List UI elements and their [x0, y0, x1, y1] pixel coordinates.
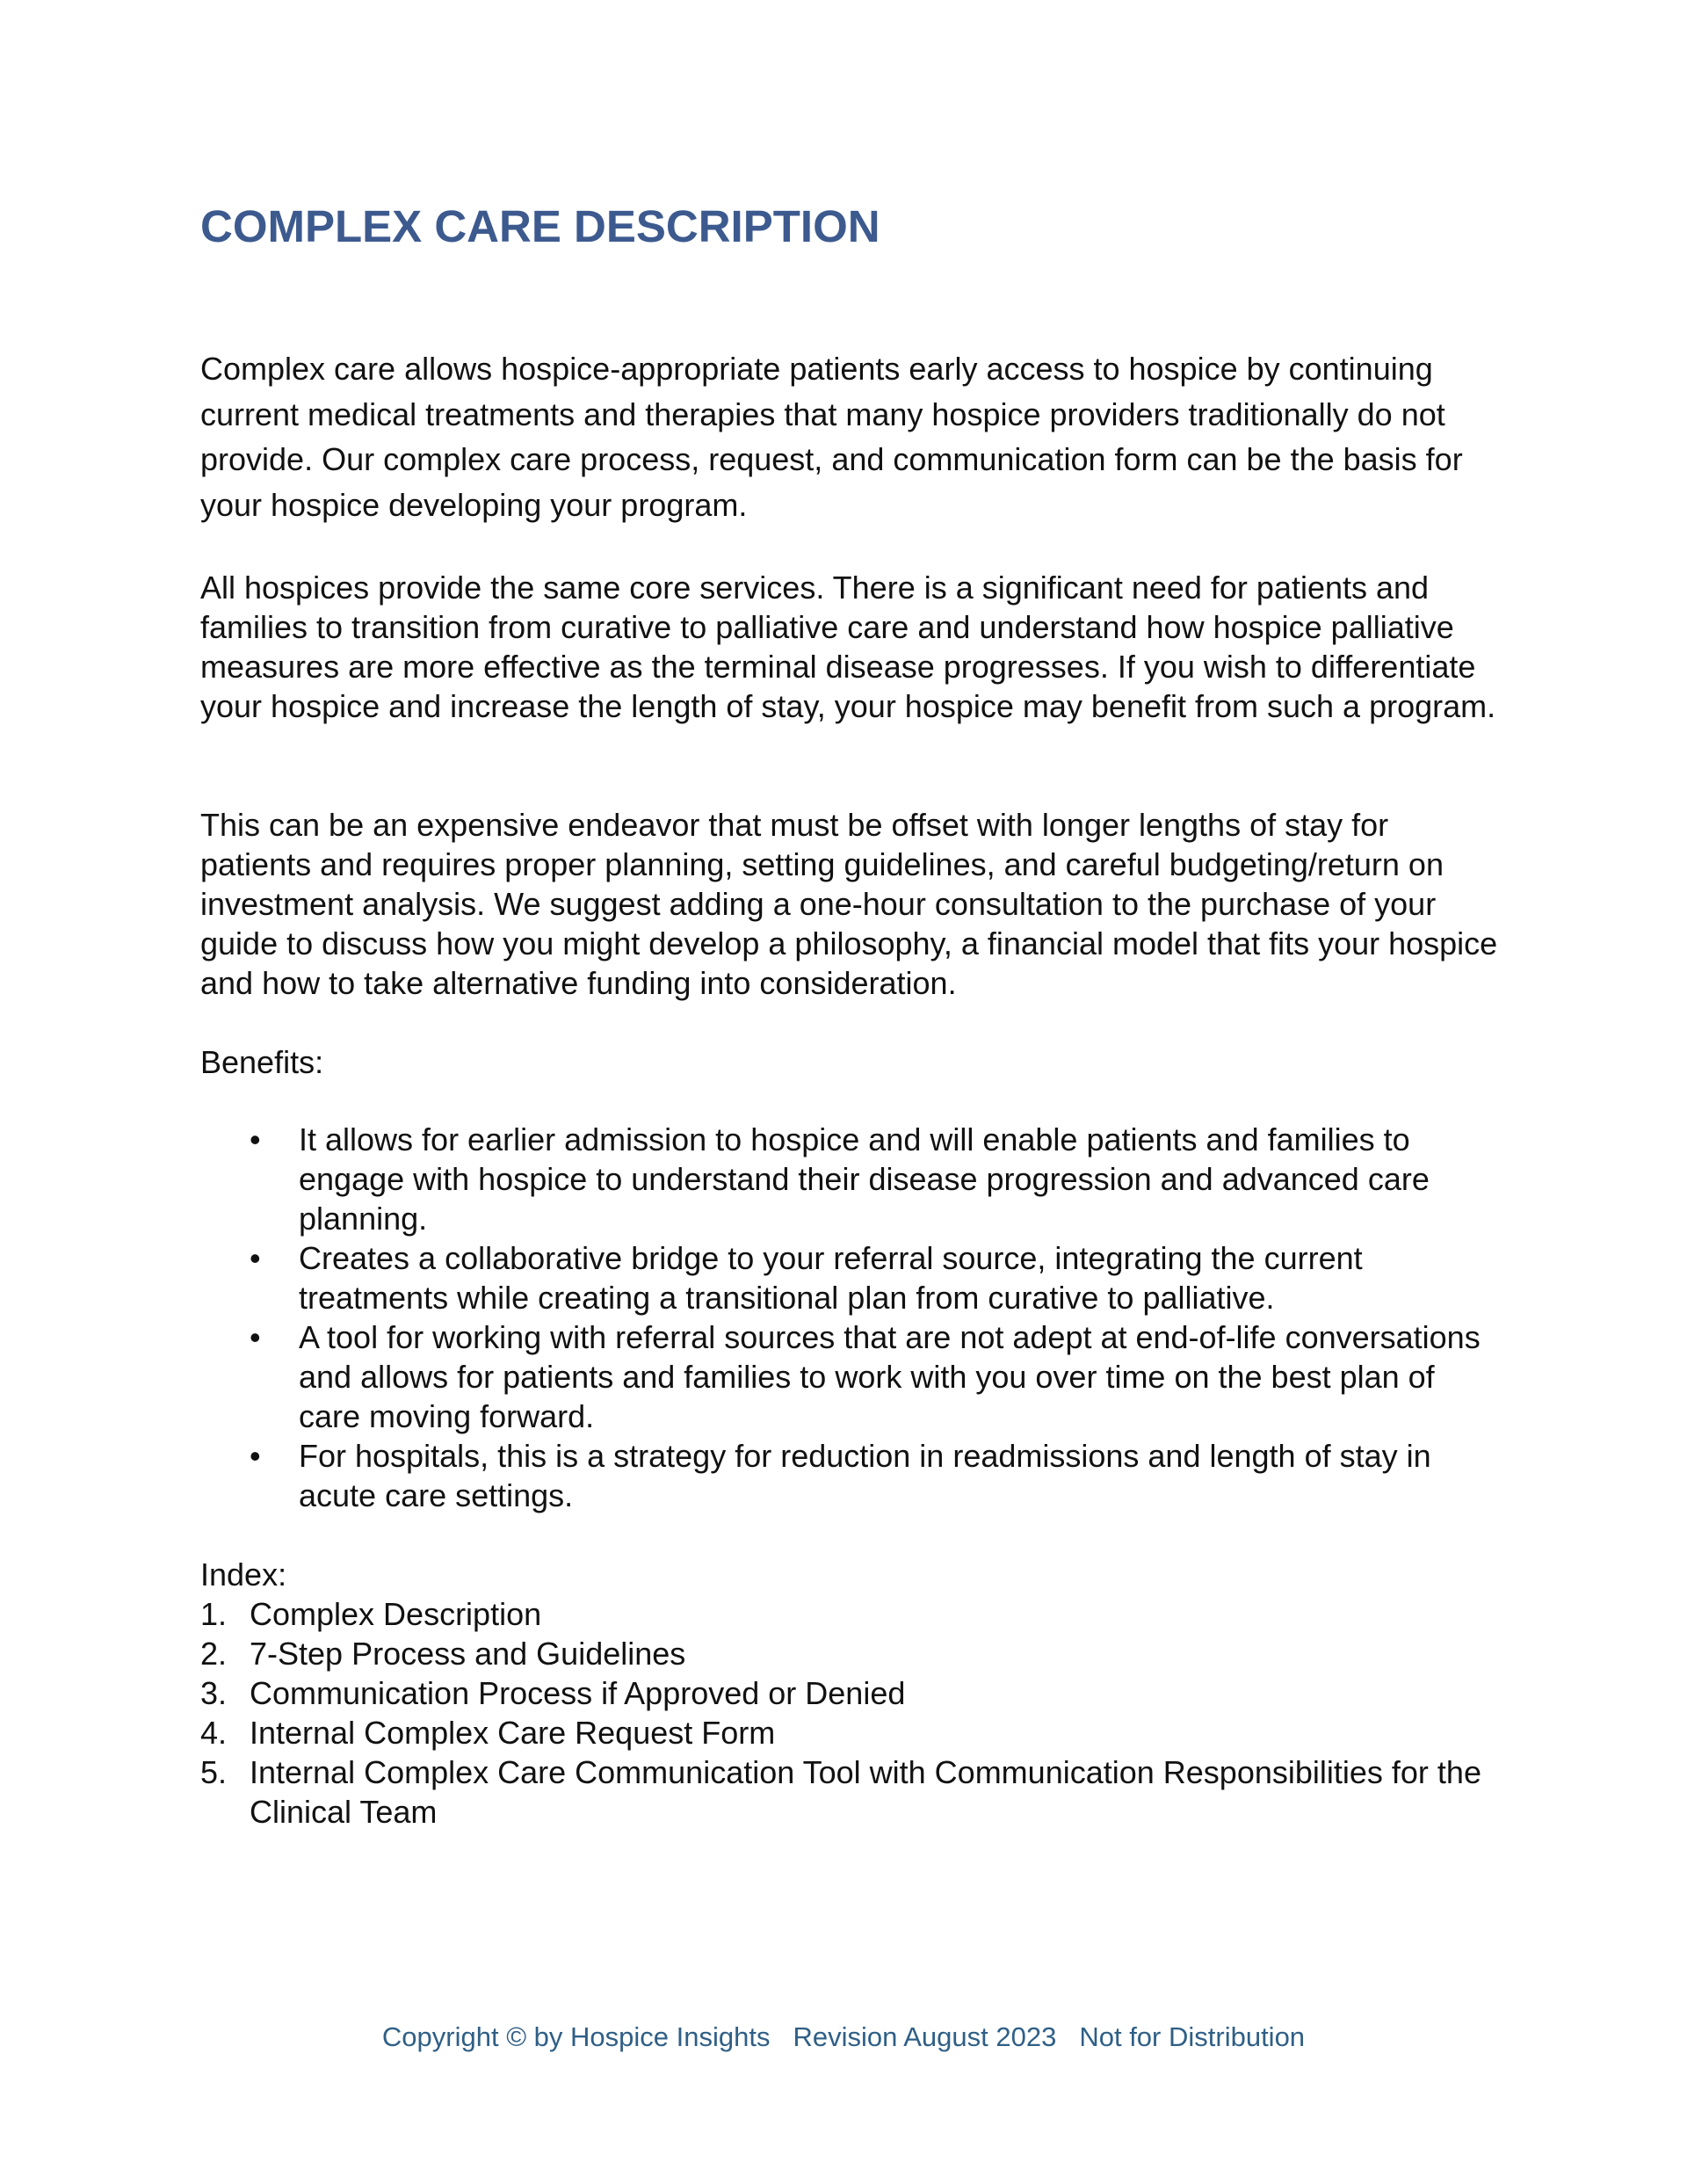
footer-revision: Revision August 2023: [793, 2021, 1057, 2052]
index-number: 1.: [200, 1596, 228, 1632]
benefits-heading: Benefits:: [200, 1044, 324, 1080]
index-item: [200, 1594, 1501, 1634]
bullet-icon: •: [250, 1438, 261, 1474]
benefit-text: A tool for working with referral sources that are not adept at end-of-life conversations and allows for patients and families to work with you over time on the best plan of care moving forward.: [299, 1319, 1481, 1434]
index-number: 2.: [200, 1636, 228, 1672]
page-title: COMPLEX CARE DESCRIPTION: [200, 201, 880, 251]
index-number: 5.: [200, 1754, 228, 1790]
index-text: 7-Step Process and Guidelines: [250, 1636, 686, 1672]
index-text: Internal Complex Care Communication Tool with Communication Responsibilities for the Clinical Team: [250, 1754, 1481, 1830]
footer-copyright: Copyright © by Hospice Insights: [381, 2021, 771, 2052]
bullet-icon: •: [250, 1240, 261, 1276]
index-list: [200, 1594, 1501, 1832]
index-number: 3.: [200, 1675, 228, 1711]
index-heading: Index:: [200, 1556, 287, 1593]
core-services-paragraph: All hospices provide the same core services. There is a significant need for patients and families to transition from curative to palliative care and understand how hospice palliative measures are more effective as the terminal disease progresses. If you wish to differentiate your hospice and increase the length of stay, your hospice may benefit from such a program.: [200, 570, 1496, 724]
bullet-icon: •: [250, 1121, 261, 1157]
benefit-text: Creates a collaborative bridge to your referral source, integrating the current treatments while creating a transitional plan from curative to palliative.: [299, 1240, 1363, 1316]
index-text: Complex Description: [250, 1596, 542, 1632]
index-item: [200, 1673, 1501, 1713]
index-item: [200, 1634, 1501, 1673]
benefits-list: [200, 1120, 1501, 1515]
benefit-item: [200, 1317, 1501, 1436]
page-footer: [0, 2021, 1687, 2053]
benefit-item: [200, 1120, 1501, 1238]
index-text: Communication Process if Approved or Denied: [250, 1675, 906, 1711]
footer-distribution: Not for Distribution: [1079, 2021, 1306, 2052]
benefit-item: [200, 1436, 1501, 1515]
bullet-icon: •: [250, 1319, 261, 1355]
benefit-text: For hospitals, this is a strategy for reduction in readmissions and length of stay in acute care settings.: [299, 1438, 1431, 1513]
benefit-item: [200, 1238, 1501, 1317]
intro-paragraph: Complex care allows hospice-appropriate patients early access to hospice by continuing current medical treatments and therapies that many hospice providers traditionally do not provide. Our complex care process, request, and communication form can be the basis for your hospice developing your program.: [200, 351, 1463, 523]
benefit-text: It allows for earlier admission to hospice and will enable patients and families to engage with hospice to understand their disease progression and advanced care planning.: [299, 1121, 1430, 1237]
index-item: [200, 1752, 1501, 1832]
expense-paragraph: This can be an expensive endeavor that must be offset with longer lengths of stay for patients and requires proper planning, setting guidelines, and careful budgeting/return on investment analysis. We suggest adding a one-hour consultation to the purchase of your guide to discuss how you might develop a philosophy, a financial model that fits your hospice and how to take alternative funding into consideration.: [200, 807, 1498, 1001]
index-item: [200, 1713, 1501, 1752]
index-number: 4.: [200, 1715, 228, 1751]
index-text: Internal Complex Care Request Form: [250, 1715, 776, 1751]
